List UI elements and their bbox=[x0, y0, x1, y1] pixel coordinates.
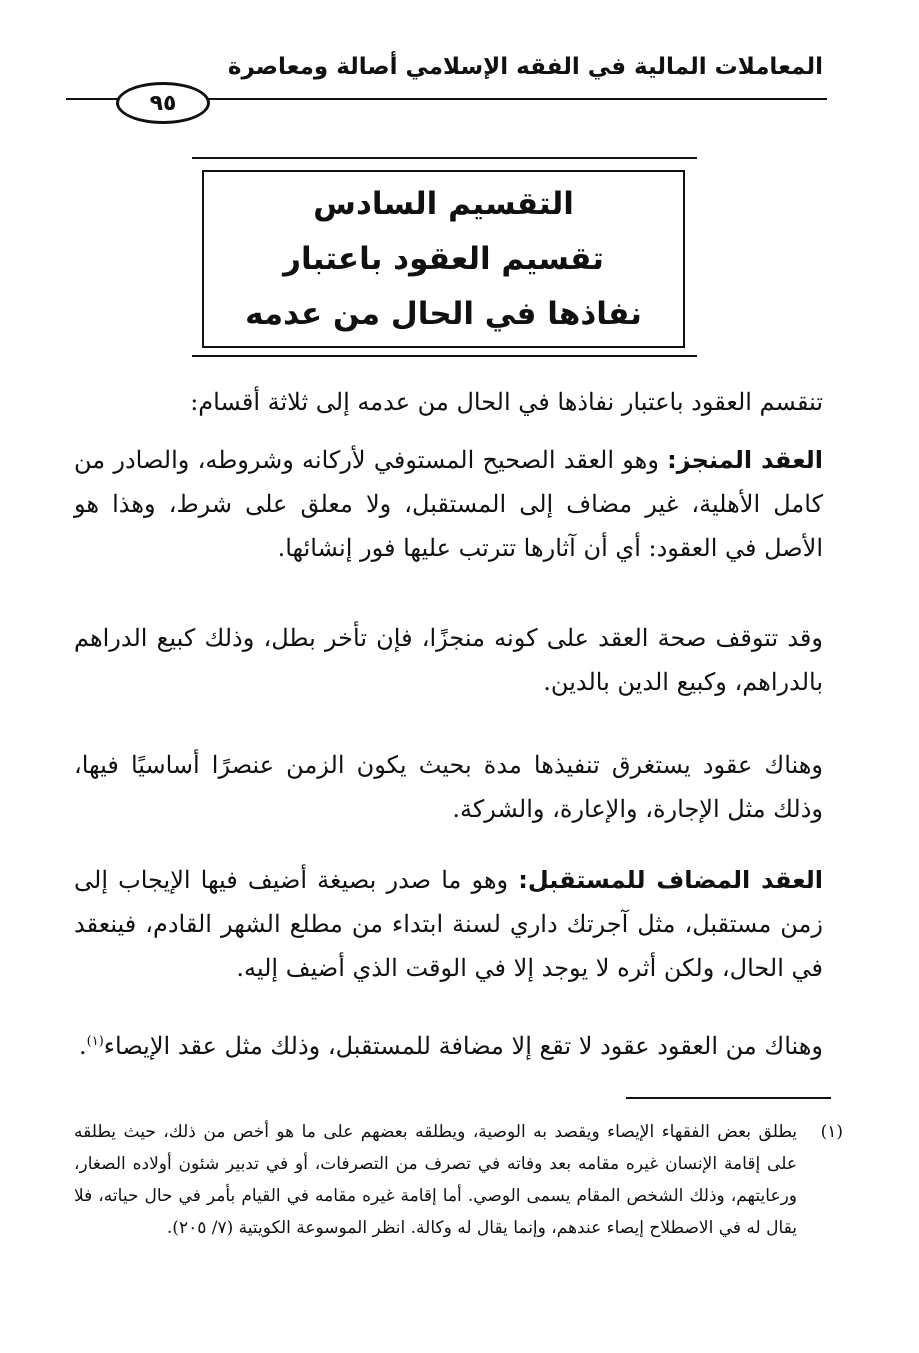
duration-contracts-paragraph: وهناك عقود يستغرق تنفيذها مدة بحيث يكون الزمن عنصرًا أساسيًا فيها، وذلك مثل الإجارة، والإعارة، والشركة. bbox=[74, 751, 823, 823]
running-title: المعاملات المالية في الفقه الإسلامي أصالة ومعاصرة bbox=[227, 54, 823, 80]
future-only-end: . bbox=[78, 1032, 87, 1060]
future-only-paragraph bbox=[74, 1024, 823, 1068]
intro-paragraph: تنقسم العقود باعتبار نفاذها في الحال من عدمه إلى ثلاثة أقسام: bbox=[190, 388, 823, 416]
mudaf-term: العقد المضاف للمستقبل: bbox=[518, 866, 823, 894]
title-bottom-rule bbox=[192, 355, 697, 357]
footnote-text: يطلق بعض الفقهاء الإيصاء ويقصد به الوصية، ويطلقه بعضهم على ما هو أخص من ذلك، حيث يطلقه على إقامة الإنسان غيره مقامه بعد وفاته في تصرف من التصرفات، أو في تدبير شئون أولاده الصغار، ورعايتهم، وذلك الشخص المقام يسمى الوصي. أما إقامة غيره مقامه في القيام بأمر في حال حياته، فلا يقال له في الاصطلاح إيصاء عندهم، وإنما يقال له وكالة. انظر الموسوعة الكويتية (٧/ ٢٠٥). bbox=[74, 1122, 797, 1238]
footnote bbox=[74, 1116, 843, 1244]
section-title-box bbox=[202, 170, 685, 348]
footnote-marker: (١) bbox=[820, 1122, 843, 1142]
munjaz-paragraph bbox=[74, 438, 823, 570]
title-top-rule bbox=[192, 157, 697, 159]
footnote-separator bbox=[626, 1097, 831, 1099]
section-title-line-2: تقسيم العقود باعتبار bbox=[283, 240, 604, 277]
mudaf-text: وهو ما صدر بصيغة أضيف فيها الإيجاب إلى زمن مستقبل، مثل آجرتك داري لسنة ابتداء من مطلع الشهر القادم، فينعقد في الحال، ولكن أثره لا يوجد إلا في الوقت الذي أضيف إليه. bbox=[74, 866, 823, 982]
section-title-line-3: نفاذها في الحال من عدمه bbox=[245, 295, 642, 332]
page-number: ٩٥ bbox=[149, 90, 177, 116]
future-only-text: وهناك من العقود عقود لا تقع إلا مضافة للمستقبل، وذلك مثل عقد الإيصاء bbox=[103, 1032, 823, 1060]
mudaf-paragraph bbox=[74, 858, 823, 990]
footnote-reference: (١) bbox=[86, 1034, 104, 1049]
munjaz-text: وهو العقد الصحيح المستوفي لأركانه وشروطه، والصادر من كامل الأهلية، غير مضاف إلى المستقبل، ولا معلق على شرط، وهذا هو الأصل في العقود: أي أن آثارها تترتب عليها فور إنشائها. bbox=[74, 446, 823, 562]
tawaqquf-paragraph: وقد تتوقف صحة العقد على كونه منجزًا، فإن تأخر بطل، وذلك كبيع الدراهم بالدراهم، وكبيع الدين بالدين. bbox=[74, 624, 823, 696]
munjaz-term: العقد المنجز: bbox=[667, 446, 823, 474]
page-number-oval bbox=[116, 82, 210, 124]
section-title-line-1: التقسيم السادس bbox=[313, 185, 574, 222]
